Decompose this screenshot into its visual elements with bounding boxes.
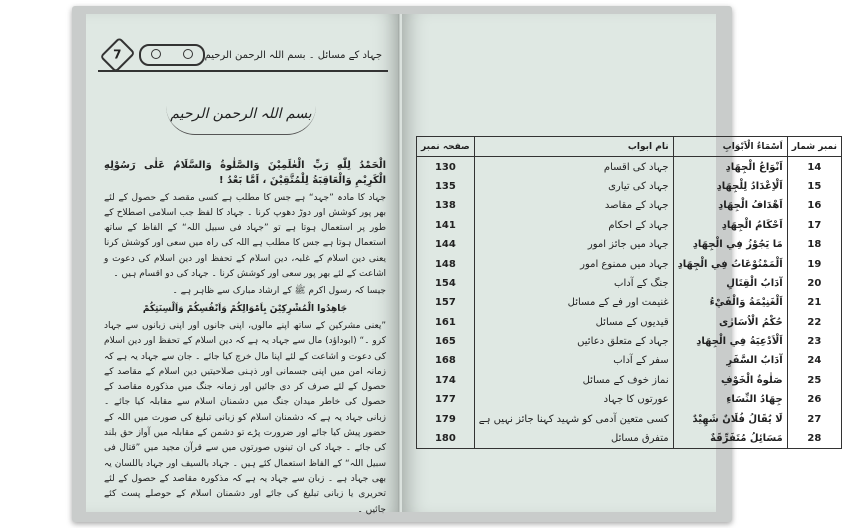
row-number: 18 [787,235,841,254]
row-page: 161 [417,313,475,332]
table-row [417,254,842,273]
row-urdu-title: کسی متعین آدمی کو شہید کہنا جائز نہیں ہے [474,409,673,428]
paragraph-1: جہاد کا مادہ ”جہد“ ہے جس کا مطلب ہے کسی مقصد کے حصول کے لئے بھر پور کوشش اور دوڑ دھوپ کرنا ۔ جہاد کا لفظ جب اسلامی اصطلاح کے طور پر استعمال ہوتا ہے تو ”جہاد فی سبیل اللہ“ کے الفاظ کے ساتھ استعمال ہوتا ہے جس کا مطلب ہے اللہ کی راہ میں سعی اور کوشش کرنا یعنی دین اسلام کے غلبہ، دین اسلام کے تحفظ اور دین اسلام کی دعوت و اشاعت کے لئے بھر پور سعی اور کوشش کرنا ۔ جہاد کی دو اقسام ہیں ۔ [104,192,386,280]
page-header [98,40,388,72]
row-number: 20 [787,274,841,293]
ornament-icon [139,44,204,66]
row-page: 130 [417,157,475,177]
row-number: 17 [787,216,841,235]
bismillah-calligraphy: بسم اللہ الرحمن الرحیم [166,106,316,135]
row-arabic-title: اَلْغَنِيْمَةُ وَالْفَيْءُ [673,293,787,312]
table-row [417,293,842,312]
row-arabic-title: لَا يُقَالُ فُلَانٌ شَهِيْدٌ [673,409,787,428]
paragraph-2: جیسا کہ رسول اکرم ﷺ کے ارشاد مبارک سے ظاہر ہے ۔ [172,286,386,297]
row-urdu-title: غنیمت اور فے کے مسائل [474,293,673,312]
opening-line: الْحَمْدُ لِلّٰهِ رَبِّ الْعٰلَمِيْنَ وَالصَّلٰوةُ وَالسَّلَامُ عَلٰى رَسُوْلِهِ الْكَرِيْمِ وَالْعَاقِبَةُ لِلْمُتَّقِيْنَ ، اَمَّا بَعْدُ ! [104,160,386,187]
table-row [417,313,842,332]
table-row [417,177,842,196]
table-row [417,235,842,254]
row-page: 138 [417,196,475,215]
row-page: 174 [417,371,475,390]
left-page [86,14,400,515]
page-number: 7 [113,47,122,62]
row-arabic-title: اَلْاَدْعِيَةُ فِي الْجِهَادِ [673,332,787,351]
row-number: 23 [787,332,841,351]
table-header-row [417,137,842,157]
row-number: 24 [787,351,841,370]
row-number: 27 [787,409,841,428]
row-urdu-title: جہاد کی اقسام [474,157,673,177]
table-row [417,409,842,428]
row-arabic-title: آدَابُ السَّفَرِ [673,351,787,370]
header-arabic-title: اَسْمَاءُ الْاَبْوَابِ [673,137,787,157]
row-urdu-title: جہاد میں ممنوع امور [474,254,673,273]
header-number: نمبر شمار [787,137,841,157]
row-number: 22 [787,313,841,332]
paragraph-3: ”یعنی مشرکین کے ساتھ اپنے مالوں، اپنی جانوں اور اپنی زبانوں سے جہاد کرو ۔“ (ابوداؤد) مال سے جہاد یہ ہے کہ دین اسلام کے تحفظ اور دین اسلام کی دعوت و اشاعت کے لئے اپنا مال خرچ کیا جائے ۔ جان سے جہاد یہ ہے کہ زمانہ امن میں اپنی جسمانی اور ذہنی صلاحیتیں دین اسلام کے مقاصد کے حصول کے لئے صرف کر دی جائیں اور زمانہ جنگ میں مذکورہ مقاصد کے حصول کی خاطر میدان جنگ میں دشمنان اسلام سے مقابلہ کیا جائے ۔ زبانی جہاد یہ ہے کہ دشمنان اسلام کو زبانی تبلیغ کی صورت میں اللہ کے حضور پیش کیا جائے اور ضرورت پڑے تو دشمن کے مقابلہ میں آواز حق بلند کی جائے ۔ جہاد کی ان تینوں صورتوں میں سے قرآن مجید میں ”قتال فی سبیل اللہ“ کے الفاظ استعمال کئے ہیں ۔ جہاد بالسیف اور جہاد باللسان یہ بھی جہاد ہے ۔ زبان سے جہاد یہ ہے کہ مذکورہ مقاصد کے حصول کے لئے تحریری یا زبانی تبلیغ کی جائے اور دشمنان اسلام کے حوصلے پست کئے جائیں ۔ [104,320,386,515]
row-number: 21 [787,293,841,312]
row-page: 154 [417,274,475,293]
row-number: 15 [787,177,841,196]
row-number: 14 [787,157,841,177]
table-row [417,332,842,351]
row-urdu-title: عورتوں کا جہاد [474,390,673,409]
row-page: 157 [417,293,475,312]
row-urdu-title: قیدیوں کے مسائل [474,313,673,332]
row-urdu-title: سفر کے آداب [474,351,673,370]
row-number: 25 [787,371,841,390]
table-row [417,157,842,177]
row-urdu-title: متفرق مسائل [474,429,673,449]
row-page: 168 [417,351,475,370]
row-urdu-title: جنگ کے آداب [474,274,673,293]
table-row [417,196,842,215]
row-arabic-title: حُكْمُ الْاُسَارٰى [673,313,787,332]
header-urdu-title: نام ابواب [474,137,673,157]
row-arabic-title: صَلٰوةُ الْخَوْفِ [673,371,787,390]
row-page: 144 [417,235,475,254]
row-urdu-title: جہاد کے متعلق دعائیں [474,332,673,351]
row-urdu-title: نماز خوف کے مسائل [474,371,673,390]
row-number: 28 [787,429,841,449]
row-arabic-title: مَسَائِلُ مُتَفَرِّقَةٌ [673,429,787,449]
row-arabic-title: آدَابُ الْقِتَالِ [673,274,787,293]
table-row [417,390,842,409]
row-page: 135 [417,177,475,196]
row-number: 19 [787,254,841,273]
open-book [72,6,837,522]
row-number: 16 [787,196,841,215]
table-row [417,429,842,449]
row-urdu-title: جہاد کے مقاصد [474,196,673,215]
right-page [402,14,837,512]
row-arabic-title: اَحْكَامُ الْجِهَادِ [673,216,787,235]
body-text [104,158,386,520]
header-title: جہاد کے مسائل ۔ بسم اللہ الرحمن الرحیم [204,49,382,61]
row-arabic-title: اَنْوَاعُ الْجِهَادِ [673,157,787,177]
row-arabic-title: جِهَادُ النِّسَاءِ [673,390,787,409]
table-row [417,274,842,293]
row-page: 177 [417,390,475,409]
row-arabic-title: اَلْمَمْنُوْعَاتُ فِي الْجِهَادِ [673,254,787,273]
page-number-badge [100,37,136,73]
row-page: 141 [417,216,475,235]
row-page: 148 [417,254,475,273]
row-page: 180 [417,429,475,449]
row-urdu-title: جہاد میں جائز امور [474,235,673,254]
row-urdu-title: جہاد کی تیاری [474,177,673,196]
row-page: 179 [417,409,475,428]
contents-table [416,136,842,449]
row-arabic-title: مَا يَجُوْزُ فِي الْجِهَادِ [673,235,787,254]
row-arabic-title: اَهْدَافُ الْجِهَادِ [673,196,787,215]
row-page: 165 [417,332,475,351]
row-number: 26 [787,390,841,409]
header-page: صفحہ نمبر [417,137,475,157]
table-row [417,351,842,370]
table-row [417,216,842,235]
hadith-quote: جَاهِدُوا الْمُشْرِكِيْنَ بِاَمْوَالِكُمْ وَاَنْفُسِكُمْ وَاَلْسِنَتِكُمْ [142,303,348,314]
row-urdu-title: جہاد کے احکام [474,216,673,235]
table-row [417,371,842,390]
contents-body [417,157,842,449]
row-arabic-title: اَلْاِعْدَادُ لِلْجِهَادِ [673,177,787,196]
